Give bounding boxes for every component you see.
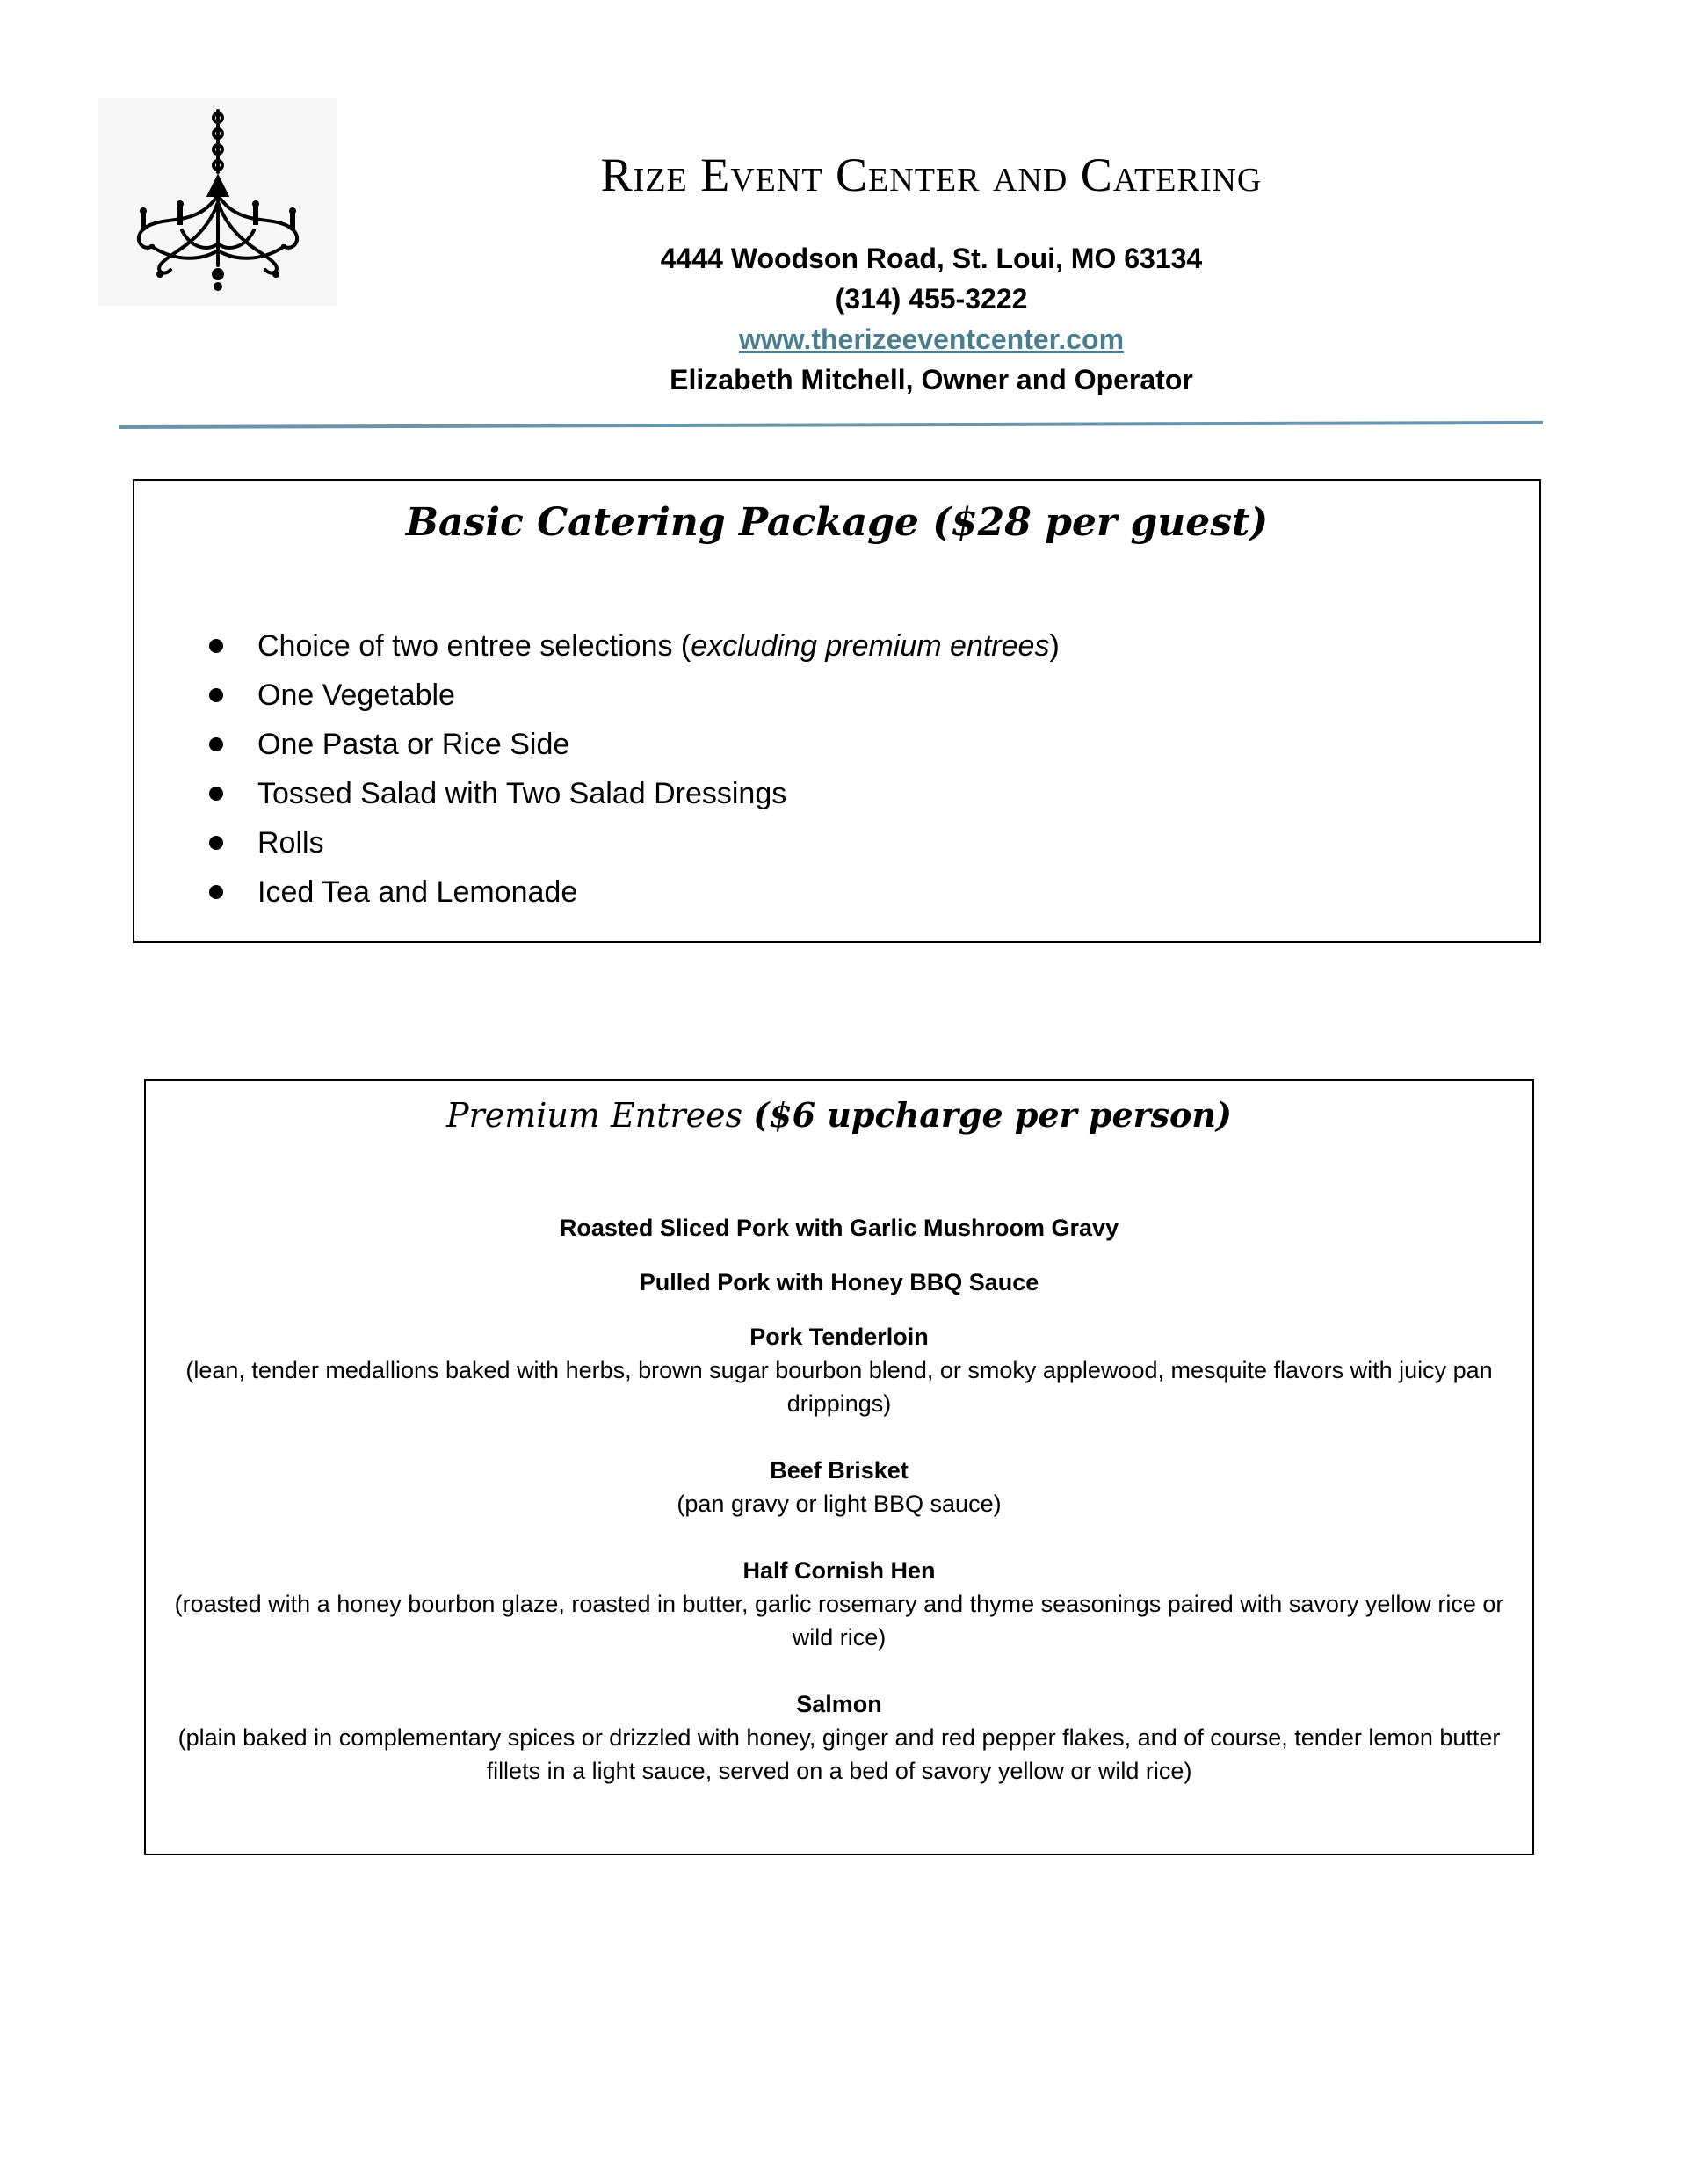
premium-entrees-box [144,1079,1534,1855]
entree-description: (plain baked in complementary spices or drizzled with honey, ginger and red pepper flakes, and of course, tender lemon butter fillets in a light sauce, served on a bed of savory yellow or wild rice) [177,1724,1501,1784]
entree-description: (pan gravy or light BBQ sauce) [677,1491,1002,1517]
bullet-icon [209,885,223,899]
bullet-icon [209,688,223,702]
website-link[interactable]: www.therizeeventcenter.com [738,323,1125,355]
list-item: Rolls [209,818,1060,867]
list-item: Iced Tea and Lemonade [209,867,1060,917]
basic-package-title: Basic Catering Package ($28 per guest) [405,500,1269,545]
entree-name: Pulled Pork with Honey BBQ Sauce [639,1269,1039,1295]
entree-name: Half Cornish Hen [742,1557,936,1584]
phone: (314) 455-3222 [835,283,1028,315]
entree-name: Beef Brisket [770,1457,909,1484]
entree-name: Salmon [796,1691,882,1717]
bullet-icon [209,639,223,653]
website-link-wrap [492,323,1371,356]
list-item: Tossed Salad with Two Salad Dressings [209,769,1060,818]
bullet-icon [209,737,223,751]
list-item: Choice of two entree selections (excluding premium entrees) [209,621,1060,671]
list-item: One Vegetable [209,671,1060,720]
basic-package-box [133,479,1541,943]
address: 4444 Woodson Road, St. Loui, MO 63134 [660,243,1203,274]
entree-description: (roasted with a honey bourbon glaze, roasted in butter, garlic rosemary and thyme seasonings paired with savory yellow rice or wild rice) [174,1591,1504,1651]
list-item: One Pasta or Rice Side [209,720,1060,769]
entree-name: Pork Tenderloin [749,1324,929,1350]
premium-entrees-list [163,1211,1515,1788]
entree-name: Roasted Sliced Pork with Garlic Mushroom Gravy [559,1215,1119,1241]
basic-package-list [209,621,1060,917]
bullet-icon [209,836,223,850]
page-title: Rize Event Center and Catering [600,149,1263,201]
bullet-icon [209,787,223,801]
premium-entrees-title: Premium Entrees ($6 upcharge per person) [445,1095,1232,1135]
owner: Elizabeth Mitchell, Owner and Operator [670,364,1193,395]
logo [98,98,337,306]
chandelier-icon [98,98,337,306]
header-divider [119,421,1543,429]
entree-description: (lean, tender medallions baked with herbs, brown sugar bourbon blend, or smoky applewood, mesquite flavors with juicy pan drippings) [185,1357,1493,1417]
